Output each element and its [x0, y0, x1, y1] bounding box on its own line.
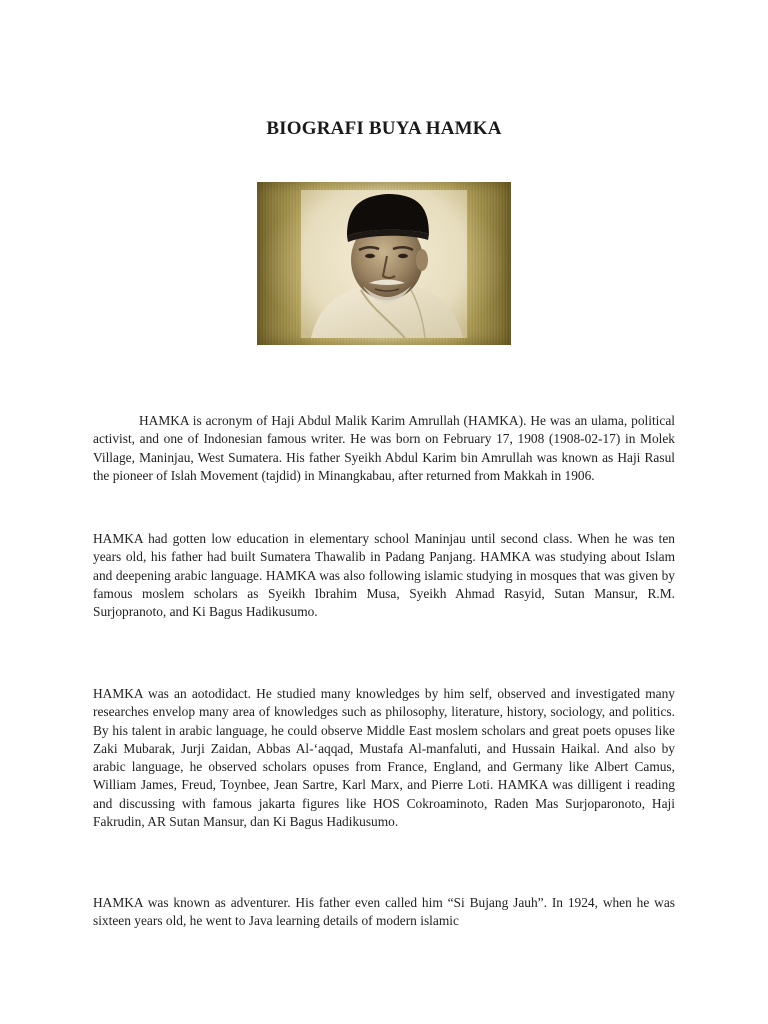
document-title: BIOGRAFI BUYA HAMKA	[266, 118, 502, 139]
paragraph: HAMKA was an aotodidact. He studied many knowledges by him self, observed and investigated many researches envelop many area of knowledges such as philosophy, literature, history, sociology, and politics. By his talent in arabic language, he could observe Middle East moslem scholars and great poets opuses like Zaki Mubarak, Jurji Zaidan, Abbas Al-‘aqqad, Mustafa Al-manfaluti, and Hussain Haikal. And also by arabic language, he observed scholars opuses from France, England, and Germany like Albert Camus, William James, Freud, Toynbee, Jean Sartre, Karl Marx, and Pierre Loti. HAMKA was dilligent i reading and discussing with famous jakarta figures like HOS Cokroaminoto, Raden Mas Surjoparonoto, Haji Fakrudin, AR Sutan Mansur, dan Ki Bagus Hadikusumo.	[93, 686, 675, 830]
portrait-photo-frame	[257, 182, 511, 345]
paragraph: HAMKA is acronym of Haji Abdul Malik Karim Amrullah (HAMKA). He was an ulama, political activist, and one of Indonesian famous writer. He was born on February 17, 1908 (1908-02-17) in Molek Village, Maninjau, West Sumatera. His father Syeikh Abdul Karim bin Amrullah was known as Haji Rasul the pioneer of Islah Movement (tajdid) in Minangkabau, after returned from Makkah in 1906.	[93, 413, 675, 483]
portrait-photo	[301, 190, 467, 338]
paragraph: HAMKA was known as adventurer. His father even called him “Si Bujang Jauh”. In 1924, when he was sixteen years old, he went to Java learning details of modern islamic	[93, 895, 675, 929]
paragraph: HAMKA had gotten low education in elementary school Maninjau until second class. When he was ten years old, his father had built Sumatera Thawalib in Padang Panjang. HAMKA was studying about Islam and deepening arabic language. HAMKA was also following islamic studying in mosques that was given by famous moslem scholars as Syeikh Ibrahim Musa, Syeikh Ahmad Rasyid, Sutan Mansur, R.M. Surjopranoto, and Ki Bagus Hadikusumo.	[93, 531, 675, 620]
